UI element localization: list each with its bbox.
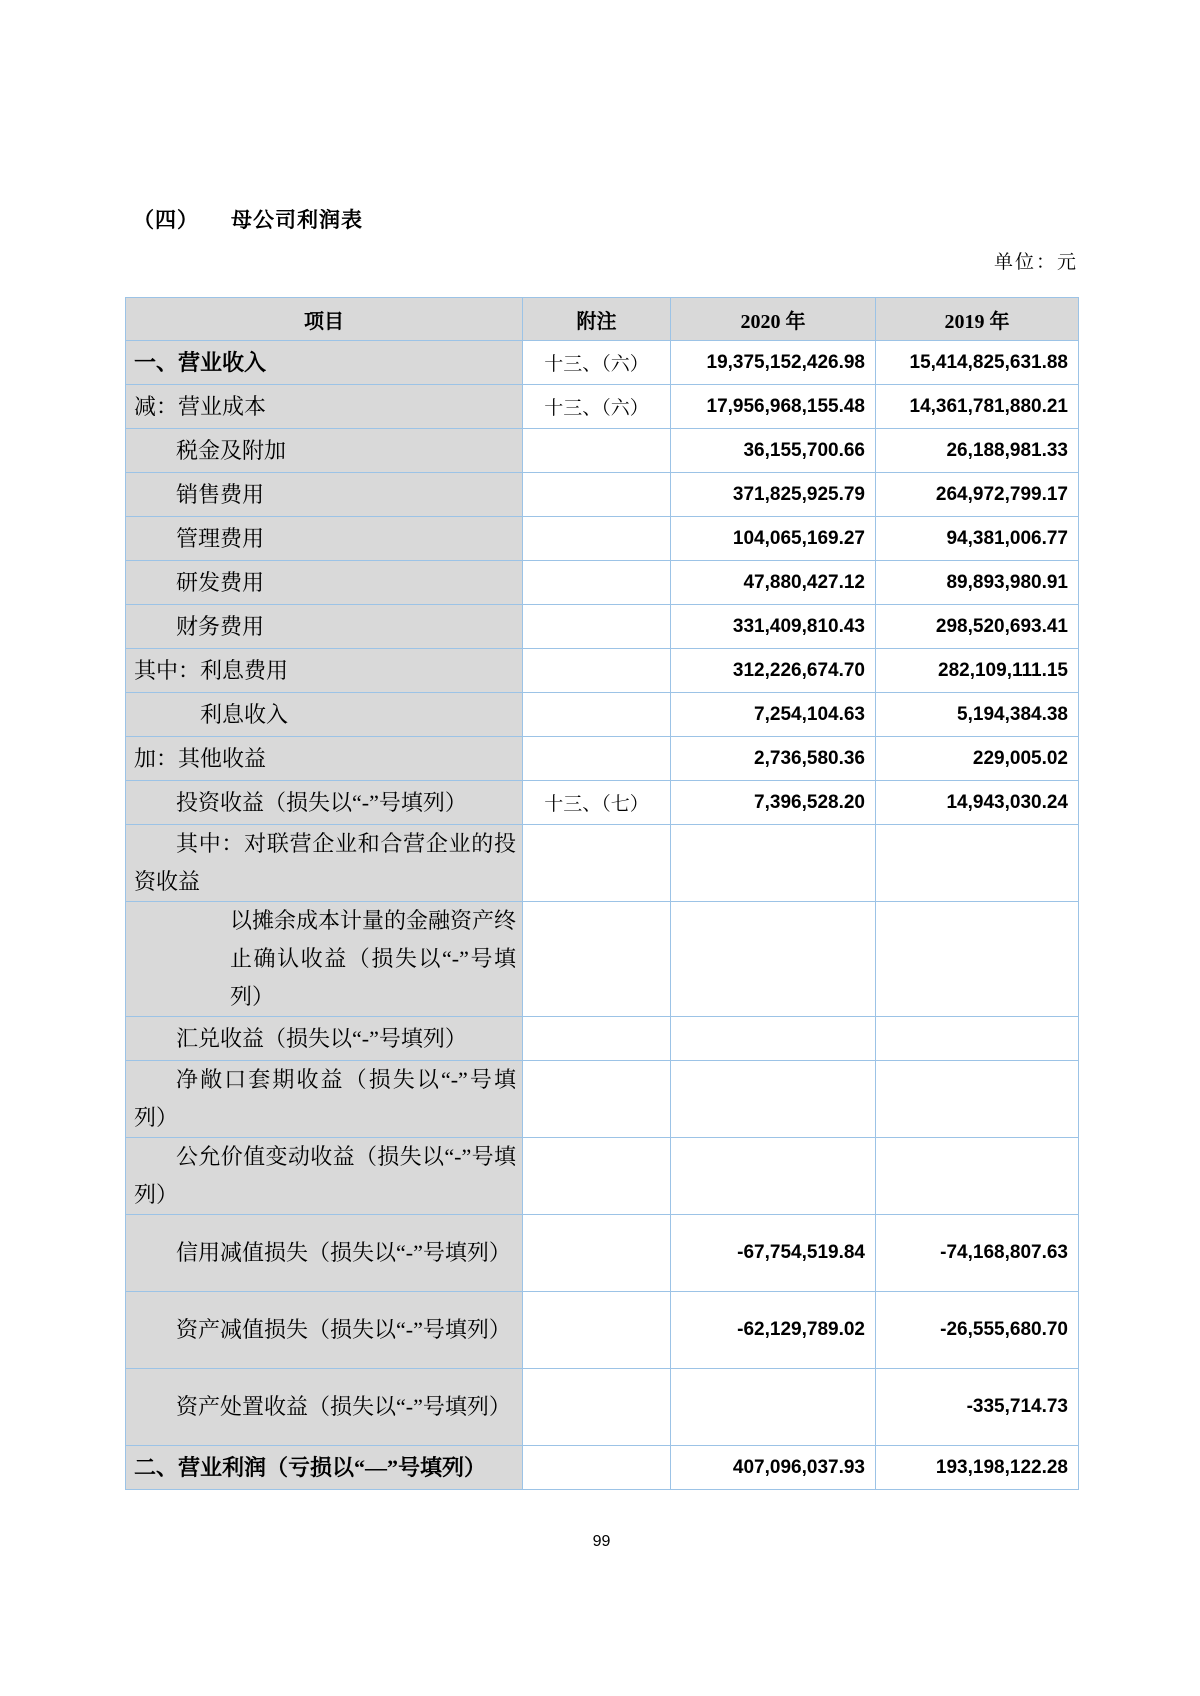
col-header-note: 附注	[523, 298, 671, 341]
row-value-2019	[876, 1017, 1079, 1061]
row-value-2019	[876, 1061, 1079, 1138]
row-value-2019	[876, 825, 1079, 902]
row-item-label: 财务费用	[126, 605, 523, 649]
row-value-2020: 331,409,810.43	[671, 605, 876, 649]
unit-label: 单位：元	[993, 252, 1078, 273]
row-item-label: 以摊余成本计量的金融资产终止确认收益（损失以“-”号填列）	[126, 902, 523, 1017]
table-row	[126, 902, 1079, 1017]
row-note	[523, 1292, 671, 1369]
row-item-label: 投资收益（损失以“-”号填列）	[126, 781, 523, 825]
row-value-2020: 312,226,674.70	[671, 649, 876, 693]
row-value-2019: 193,198,122.28	[876, 1446, 1079, 1490]
row-note	[523, 1446, 671, 1490]
row-value-2020: 47,880,427.12	[671, 561, 876, 605]
table-row	[126, 1215, 1079, 1292]
page-title	[133, 204, 363, 234]
row-note	[523, 825, 671, 902]
row-item-label: 信用减值损失（损失以“-”号填列）	[126, 1215, 523, 1292]
row-item-label: 二、营业利润（亏损以“—”号填列）	[126, 1446, 523, 1490]
row-value-2019: 89,893,980.91	[876, 561, 1079, 605]
row-note: 十三、（六）	[523, 385, 671, 429]
row-note	[523, 649, 671, 693]
row-item-label: 减：营业成本	[126, 385, 523, 429]
row-value-2020	[671, 825, 876, 902]
row-item-label: 研发费用	[126, 561, 523, 605]
row-value-2019	[876, 1138, 1079, 1215]
row-item-label: 销售费用	[126, 473, 523, 517]
row-note	[523, 1138, 671, 1215]
row-item-label: 资产处置收益（损失以“-”号填列）	[126, 1369, 523, 1446]
table-row	[126, 1446, 1079, 1490]
row-value-2019: -26,555,680.70	[876, 1292, 1079, 1369]
table-row	[126, 1061, 1079, 1138]
row-item-label: 其中：对联营企业和合营企业的投资收益	[126, 825, 523, 902]
row-item-label: 利息收入	[126, 693, 523, 737]
row-value-2020: 371,825,925.79	[671, 473, 876, 517]
row-value-2020: 2,736,580.36	[671, 737, 876, 781]
row-value-2019: -335,714.73	[876, 1369, 1079, 1446]
row-value-2019: 5,194,384.38	[876, 693, 1079, 737]
row-value-2020	[671, 1061, 876, 1138]
table-row	[126, 429, 1079, 473]
row-note: 十三、（六）	[523, 341, 671, 385]
row-note	[523, 737, 671, 781]
row-note	[523, 517, 671, 561]
table-row	[126, 1138, 1079, 1215]
row-value-2019: 15,414,825,631.88	[876, 341, 1079, 385]
row-item-label: 其中：利息费用	[126, 649, 523, 693]
table-row	[126, 781, 1079, 825]
income-statement-table	[125, 297, 1079, 1490]
row-note	[523, 1369, 671, 1446]
row-item-label: 税金及附加	[126, 429, 523, 473]
row-item-label: 管理费用	[126, 517, 523, 561]
row-value-2020	[671, 902, 876, 1017]
row-value-2020: 17,956,968,155.48	[671, 385, 876, 429]
table-row	[126, 825, 1079, 902]
row-value-2019: 14,361,781,880.21	[876, 385, 1079, 429]
row-value-2020: -67,754,519.84	[671, 1215, 876, 1292]
row-value-2020: 19,375,152,426.98	[671, 341, 876, 385]
row-value-2019: 298,520,693.41	[876, 605, 1079, 649]
table-row	[126, 737, 1079, 781]
header-row	[126, 298, 1079, 341]
row-value-2020: 104,065,169.27	[671, 517, 876, 561]
row-item-label: 资产减值损失（损失以“-”号填列）	[126, 1292, 523, 1369]
table-row	[126, 385, 1079, 429]
row-note	[523, 473, 671, 517]
row-note	[523, 429, 671, 473]
table-row	[126, 649, 1079, 693]
col-header-2019: 2019 年	[876, 298, 1079, 341]
row-value-2020: 7,396,528.20	[671, 781, 876, 825]
table-row	[126, 473, 1079, 517]
table-row	[126, 1369, 1079, 1446]
table-body	[126, 341, 1079, 1490]
row-value-2020	[671, 1017, 876, 1061]
row-value-2020: -62,129,789.02	[671, 1292, 876, 1369]
table-row	[126, 693, 1079, 737]
row-note: 十三、（七）	[523, 781, 671, 825]
row-item-label: 加：其他收益	[126, 737, 523, 781]
table-row	[126, 341, 1079, 385]
row-value-2019: 229,005.02	[876, 737, 1079, 781]
page-number: 99	[592, 1533, 611, 1550]
row-note	[523, 902, 671, 1017]
row-value-2020	[671, 1138, 876, 1215]
table-header	[126, 298, 1079, 341]
section-number: （四）	[133, 208, 199, 232]
col-header-2020: 2020 年	[671, 298, 876, 341]
row-value-2019: 26,188,981.33	[876, 429, 1079, 473]
row-value-2019: 94,381,006.77	[876, 517, 1079, 561]
row-note	[523, 561, 671, 605]
row-value-2020: 7,254,104.63	[671, 693, 876, 737]
row-value-2019: 14,943,030.24	[876, 781, 1079, 825]
row-note	[523, 1017, 671, 1061]
row-note	[523, 605, 671, 649]
table-row	[126, 517, 1079, 561]
col-header-item: 项目	[126, 298, 523, 341]
row-item-label: 净敞口套期收益（损失以“-”号填列）	[126, 1061, 523, 1138]
row-value-2019: -74,168,807.63	[876, 1215, 1079, 1292]
title-text: 母公司利润表	[231, 208, 363, 232]
row-item-label: 一、营业收入	[126, 341, 523, 385]
row-value-2019	[876, 902, 1079, 1017]
row-item-label: 公允价值变动收益（损失以“-”号填列）	[126, 1138, 523, 1215]
row-value-2020	[671, 1369, 876, 1446]
row-value-2020: 407,096,037.93	[671, 1446, 876, 1490]
table-row	[126, 605, 1079, 649]
table-row	[126, 561, 1079, 605]
row-value-2020: 36,155,700.66	[671, 429, 876, 473]
row-note	[523, 1215, 671, 1292]
table-row	[126, 1292, 1079, 1369]
table-row	[126, 1017, 1079, 1061]
row-value-2019: 282,109,111.15	[876, 649, 1079, 693]
row-note	[523, 693, 671, 737]
row-value-2019: 264,972,799.17	[876, 473, 1079, 517]
row-item-label: 汇兑收益（损失以“-”号填列）	[126, 1017, 523, 1061]
row-note	[523, 1061, 671, 1138]
